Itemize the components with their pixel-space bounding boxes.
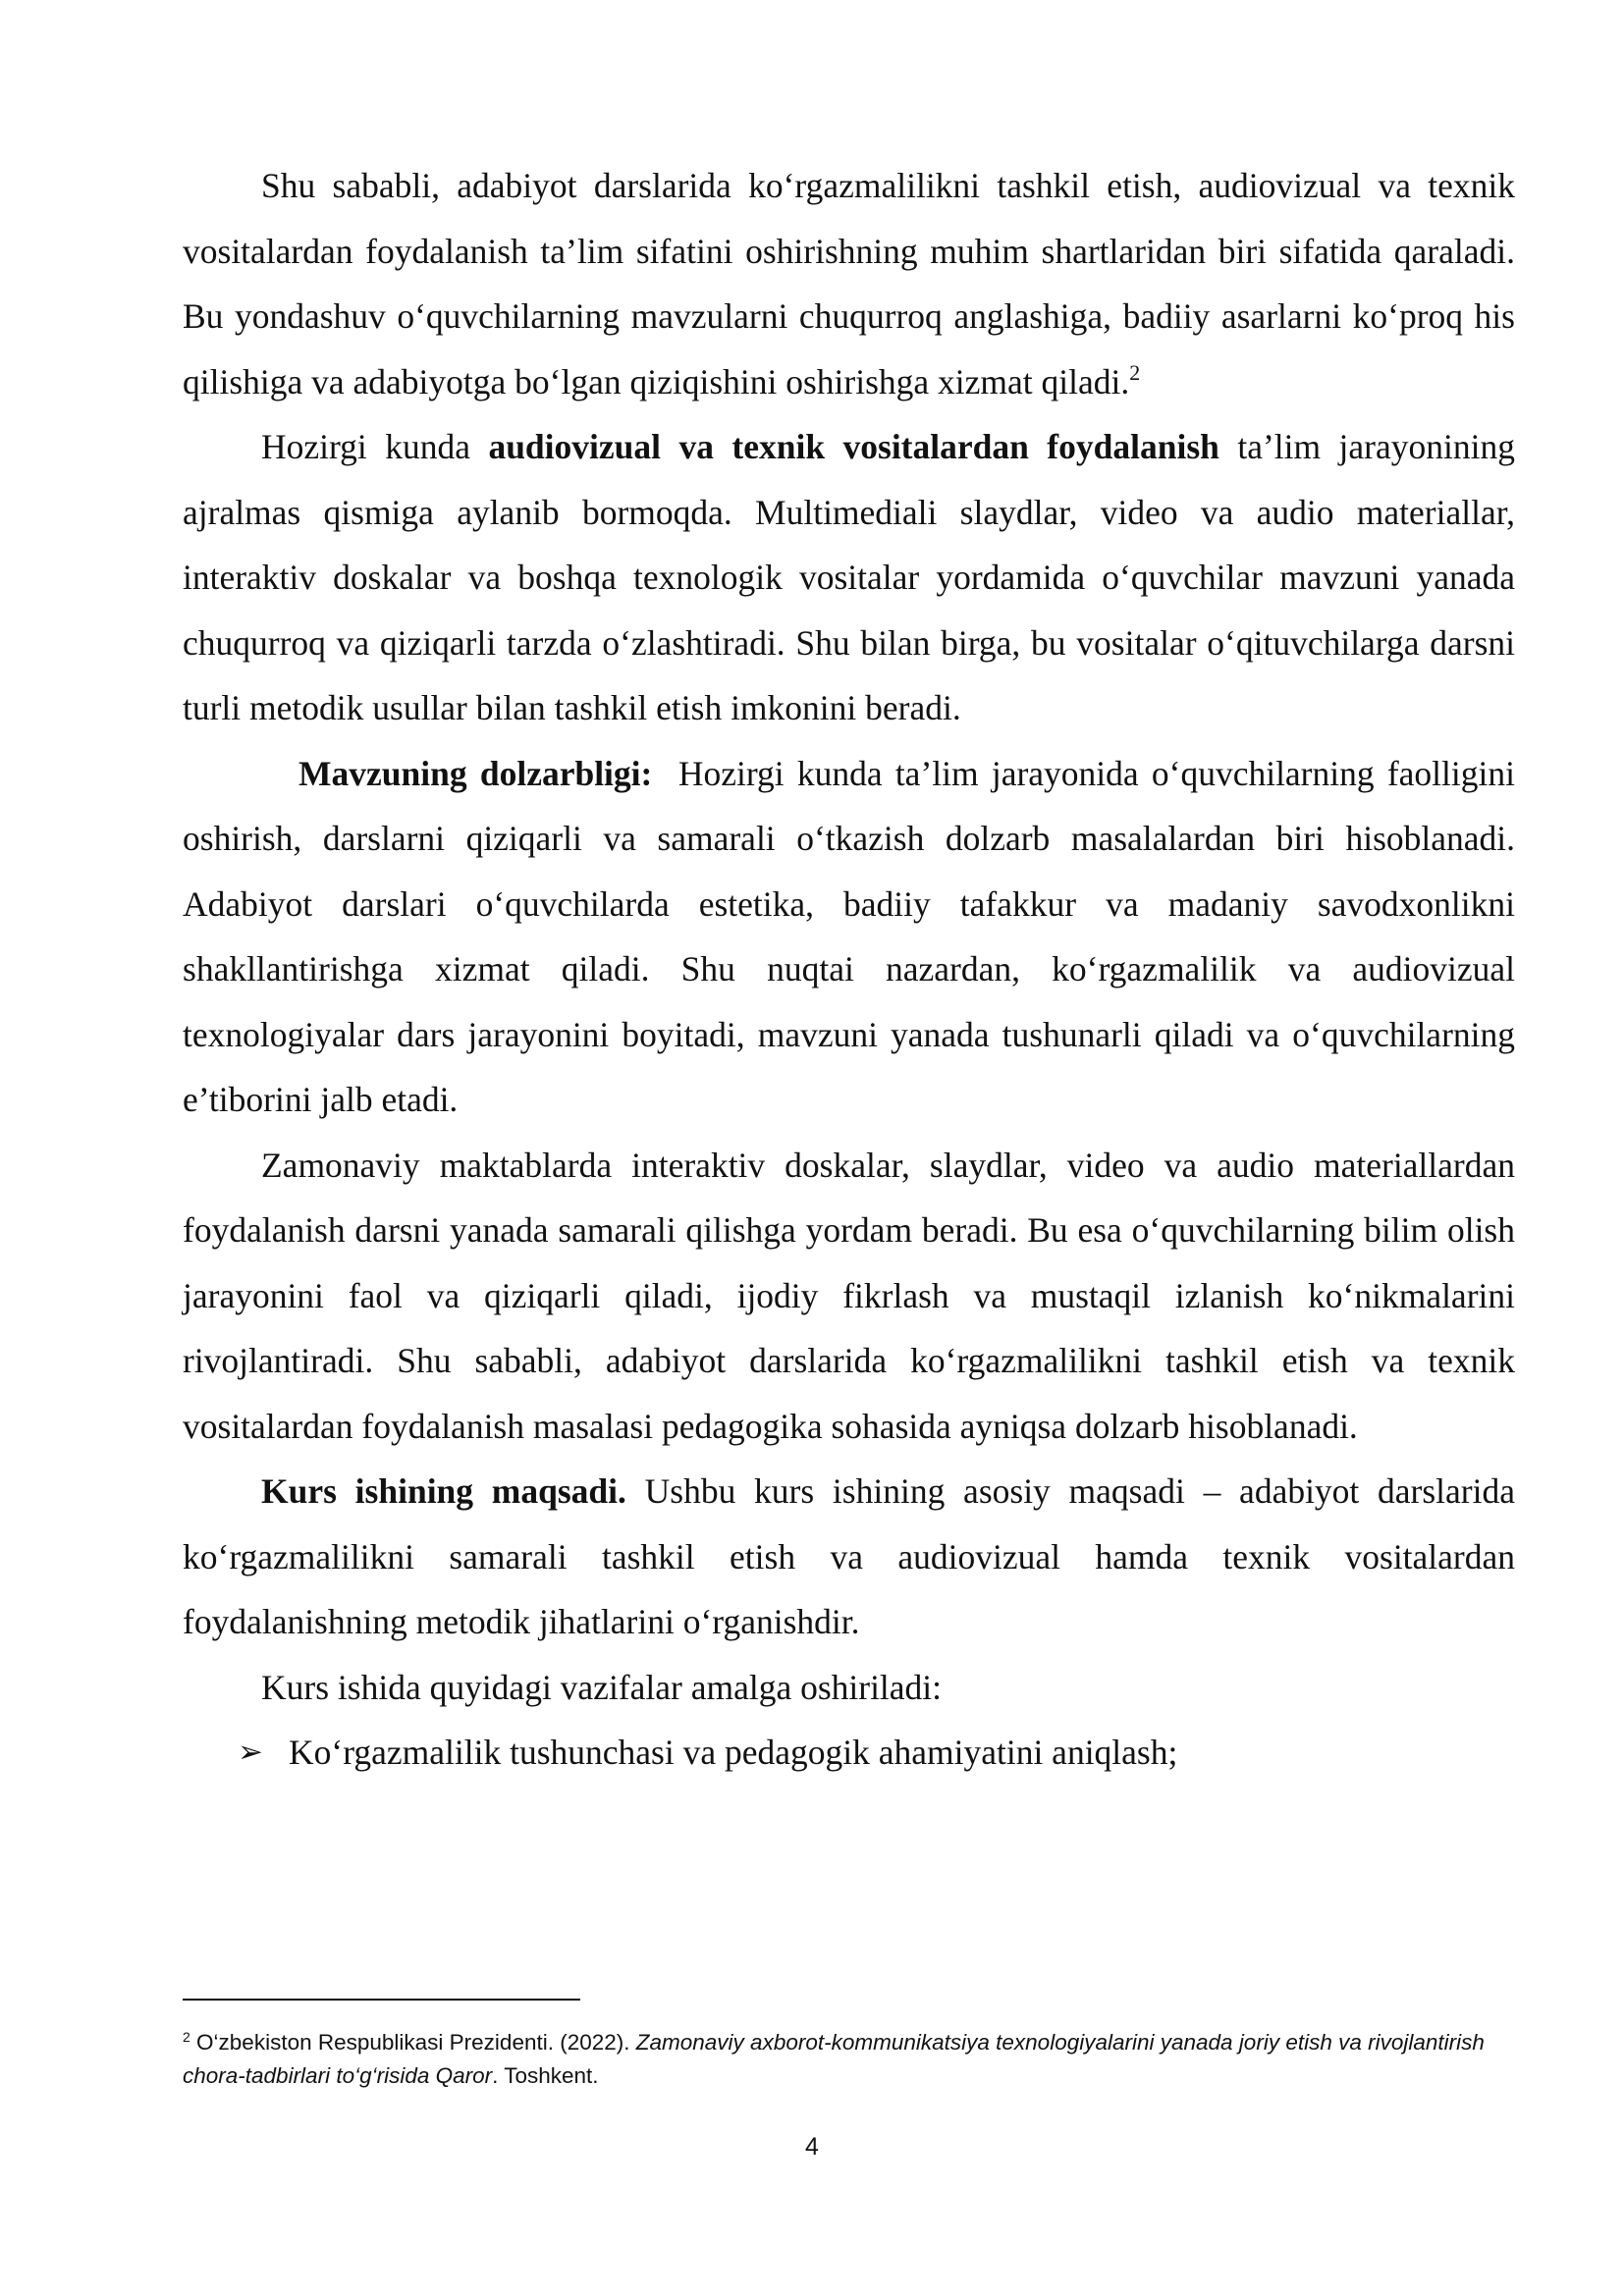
- footnote-reference: 2: [1129, 359, 1141, 385]
- paragraph-relevance-text: Hozirgi kunda ta’lim jarayonida o‘quvchilarning faolligini oshirish, darslarni qiziqarli va samarali o‘tkazish dolzarb masalalardan biri hisoblanadi. Adabiyot darslari o‘quvchilarda estetika, badiiy tafakkur va madaniy savodxonlikni shakllantirishga xizmat qiladi. Shu nuqtai nazardan, ko‘rgazmalilik va audiovizual texnologiyalar dars jarayonini boyitadi, mavzuni yanada tushunarli qiladi va o‘quvchilarning e’tiborini jalb etadi.: [183, 753, 1524, 1119]
- paragraph-audiovisual-bold: audiovizual va texnik vositalardan foydalanish: [488, 427, 1219, 466]
- relevance-heading: Mavzuning dolzarbligi:: [298, 753, 653, 793]
- paragraph-goal-text: Ushbu kurs ishining asosiy maqsadi – adabiyot darslarida ko‘rgazmalilikni samarali tashkil etish va audiovizual hamda texnik vositalardan foydalanishning metodik jihatlarini o‘rganishdir.: [183, 1471, 1515, 1641]
- paragraph-goal: [183, 1459, 1515, 1655]
- footnote-tail: . Toshkent.: [492, 2063, 599, 2088]
- page-number: 4: [805, 2133, 819, 2161]
- paragraph-tasks-intro-text: Kurs ishida quyidagi vazifalar amalga oshiriladi:: [261, 1667, 943, 1707]
- paragraph-audiovisual: [183, 414, 1515, 741]
- paragraph-modern-schools-text: Zamonaviy maktablarda interaktiv doskalar, slaydlar, video va audio materiallardan foydalanish darsni yanada samarali qilishga yordam beradi. Bu esa o‘quvchilarning bilim olish jarayonini faol va qiziqarli qiladi, ijodiy fikrlash va mustaqil izlanish ko‘nikmalarini rivojlantiradi. Shu sababli, adabiyot darslarida ko‘rgazmalilikni tashkil etish va texnik vositalardan foydalanish masalasi pedagogika sohasida ayniqsa dolzarb hisoblanadi.: [183, 1145, 1515, 1446]
- footnote-divider: [183, 1999, 580, 2001]
- list-item: [183, 1720, 1515, 1786]
- paragraph-intro: [183, 153, 1515, 414]
- paragraph-audiovisual-lead: Hozirgi kunda: [261, 427, 489, 466]
- paragraph-audiovisual-rest: ta’lim jarayonining ajralmas qismiga aylanib bormoqda. Multimediali slaydlar, video va audio materiallar, interaktiv doskalar va boshqa texnologik vositalar yordamida o‘quvchilar mavzuni yanada chuqurroq va qiziqarli tarzda o‘zlashtiradi. Shu bilan birga, bu vositalar o‘qituvchilarga darsni turli metodik usullar bilan tashkil etish imkonini beradi.: [183, 427, 1515, 727]
- paragraph-intro-text: Shu sababli, adabiyot darslarida ko‘rgazmalilikni tashkil etish, audiovizual va texnik vositalardan foydalanish ta’lim sifatini oshirishning muhim shartlaridan biri sifatida qaraladi. Bu yondashuv o‘quvchilarning mavzularni chuqurroq anglashiga, badiiy asarlarni ko‘proq his qilishiga va adabiyotga bo‘lgan qiziqishini oshirishga xizmat qiladi.: [183, 166, 1515, 401]
- goal-heading: Kurs ishining maqsadi.: [261, 1471, 626, 1511]
- paragraph-modern-schools: [183, 1133, 1515, 1460]
- arrow-bullet-icon: ➢: [238, 1735, 263, 1770]
- paragraph-tasks-intro: [183, 1655, 1515, 1721]
- footnote-number: 2: [183, 2029, 190, 2045]
- list-item-text: Ko‘rgazmalilik tushunchasi va pedagogik ahamiyatini aniqlash;: [289, 1733, 1178, 1772]
- main-text: [183, 153, 1524, 1786]
- paragraph-relevance: [183, 741, 1524, 1133]
- footnote: [183, 2026, 1515, 2093]
- footnote-author: O‘zbekiston Respublikasi Prezidenti. (2022).: [189, 2030, 636, 2055]
- footnote-title: Zamonaviy axborot-kommunikatsiya texnologiyalarini yanada joriy etish va rivojlantirish chora-tadbirlari to‘g‘risida Qaror: [183, 2030, 1485, 2088]
